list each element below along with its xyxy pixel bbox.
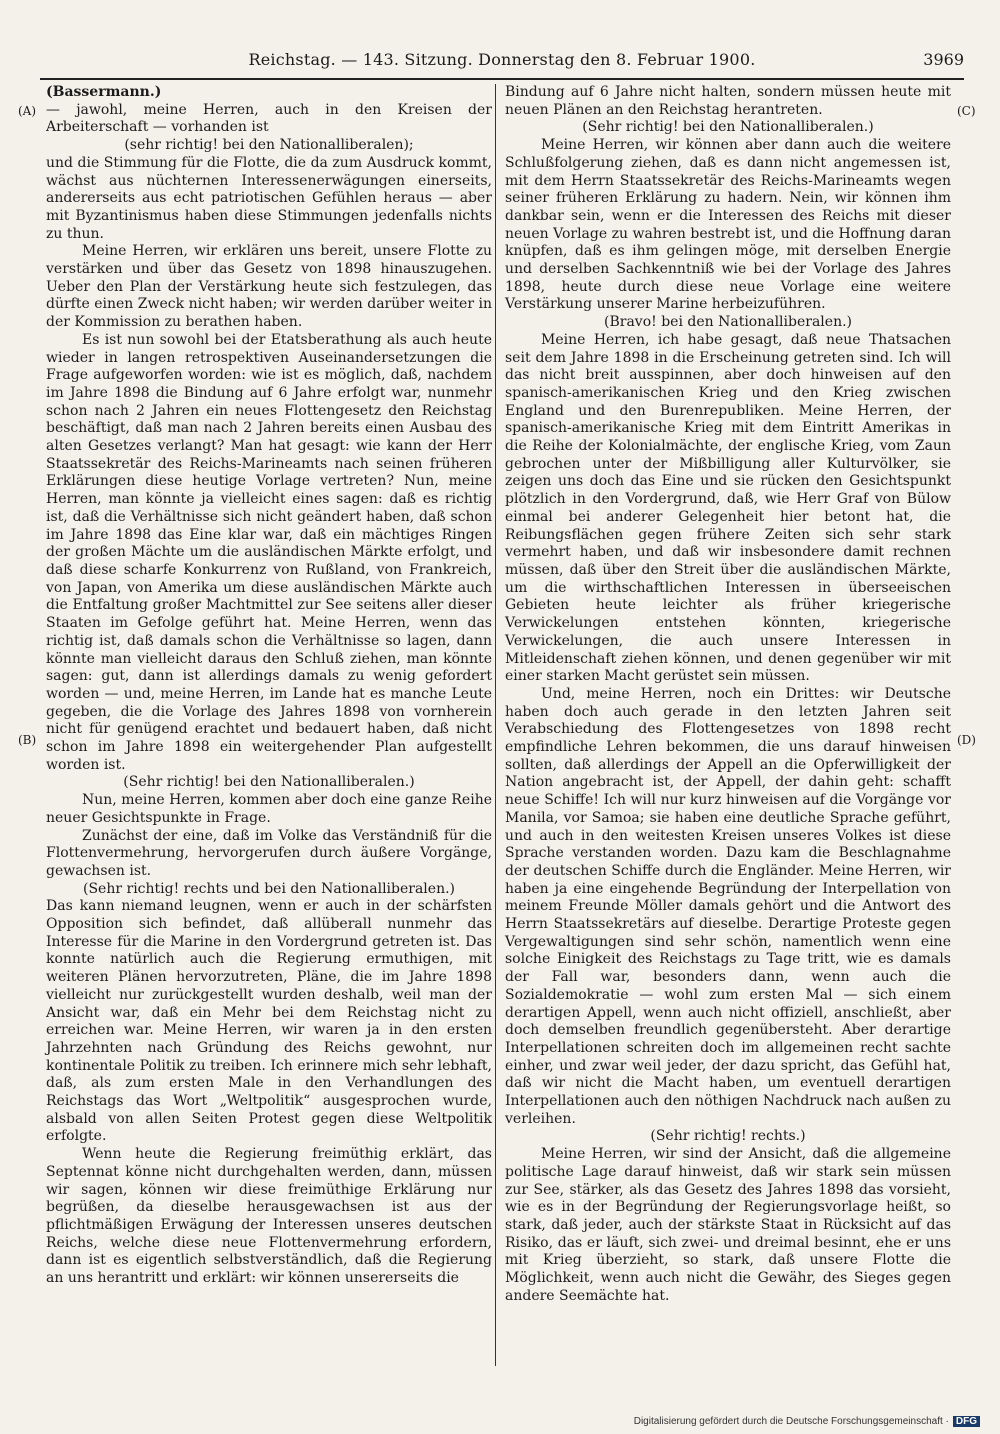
paragraph: Wenn heute die Regierung freimüthig erklärt, das Septennat könne nicht durchgehalten werden, dann, müssen wir sagen, können wir diese freimüthige Erklärung nur begrüßen, da dieselbe herausgewachsen ist aus der pflichtmäßigen Erwägung der Interessen unseres deutschen Reichs, welche diese neue Flottenvermehrung erfordern, dann ist es eigentlich selbstverständlich, daß die Regierung an uns herantritt und erklärt: wir können unsererseits die (46, 1146, 492, 1287)
margin-label-d: (D) (957, 733, 976, 747)
margin-label-b: (B) (18, 733, 37, 747)
interjection: (sehr richtig! bei den Nationalliberalen); (124, 137, 414, 154)
paragraph: Nun, meine Herren, kommen aber doch eine ganze Reihe neuer Gesichtspunkte in Frage. (46, 792, 492, 826)
interjection: (Sehr richtig! bei den Nationalliberalen.) (582, 119, 874, 136)
header-rule (40, 78, 964, 80)
interjection: (Sehr richtig! bei den Nationalliberalen.) (123, 774, 415, 791)
left-column (46, 84, 492, 1288)
paragraph: Und, meine Herren, noch ein Drittes: wir Deutsche haben doch auch gerade in den letzten Jahren seit Verabschiedung des Flottengesetzes von 1898 recht empfindliche Lehren bekommen, die uns darauf hinweisen sollten, daß allerdings der Appell an die Opferwilligkeit der Nation angebracht ist, der Appell, der dahin geht: schafft neue Schiffe! Ich will nur kurz hinweisen auf die Vorgänge vor Manila, vor Samoa; sie haben eine deutliche Sprache geführt, und auch in den weitesten Kreisen unseres Volkes ist diese Sprache verstanden worden. Dazu kam die Beschlagnahme der deutschen Schiffe durch die Engländer. Meine Herren, wir haben ja eine eingehende Begründung der Interpellation von meinem Freunde Möller damals gehört und die Antwort des Herrn Staatssekretärs auf dieselbe. Derartige Proteste gegen Vergewaltigungen sind sehr schön, namentlich wenn eine solche Einigkeit des Reichstags zu Tage tritt, wie es damals der Fall war, besonders dann, wenn auch die Sozialdemokratie — wohl zum ersten Mal — sich einem derartigen Appell, wenn auch nicht offiziell, anschließt, aber doch demselben freundlich gegenübersteht. Aber derartige Interpellationen schreiten doch im allgemeinen recht sachte einher, und zwar weil jeder, der dazu spricht, das Gefühl hat, daß wir nicht die Macht haben, um eventuell derartigen Interpellationen auch den nöthigen Nachdruck nach außen zu verleihen. (505, 685, 951, 1127)
paragraph: Es ist nun sowohl bei der Etatsberathung als auch heute wieder in langen retrospektiven Auseinandersetzungen die Frage aufgeworfen worden: wie ist es möglich, daß, nachdem im Jahre 1898 die Bindung auf 6 Jahre erfolgt war, nunmehr schon nach 2 Jahren ein neues Flottengesetz den Reichstag beschäftigt, daß man nach 2 Jahren bereits einen Ausbau des alten Gesetzes verlangt? Man hat gesagt: wie kann der Herr Staatssekretär des Reichs-Marineamts nach seinen früheren Erklärungen diese heutige Vorlage vertreten? Nun, meine Herren, man könnte ja vielleicht eines sagen: daß es richtig ist, daß die Verhältnisse sich nicht geändert haben, daß schon im Jahre 1898 das Eine klar war, daß ein mächtiges Ringen der großen Mächte um die ausländischen Märkte erfolgt, und daß diese scharfe Konkurrenz von Rußland, von Frankreich, von Japan, von Amerika um diese ausländischen Märkte auch die Entfaltung großer Machtmittel zur See seitens aller dieser Staaten im Gefolge geführt hat. Meine Herren, wenn das richtig ist, daß damals schon die Verhältnisse so lagen, dann könnte man vielleicht daraus den Schluß ziehen, man könnte sagen: gut, dann ist allerdings damals zu wenig gefordert worden — und, meine Herren, im Lande hat es manche Leute gegeben, die die Vorlage des Jahres 1898 von vornherein nicht für genügend erachtet und bedauert haben, daß nicht schon im Jahre 1898 ein weitergehender Plan aufgestellt worden ist. (46, 331, 492, 773)
footer-text: Digitalisierung gefördert durch die Deutsche Forschungsgemeinschaft · (633, 1416, 949, 1427)
paragraph: Meine Herren, wir erklären uns bereit, unsere Flotte zu verstärken und über das Gesetz von 1898 hinauszugehen. Ueber den Plan der Verstärkung heute sich festzulegen, das dürfte einen Zweck nicht haben; wir werden darüber weiter in der Kommission zu berathen haben. (46, 243, 492, 331)
margin-label-c: (C) (957, 104, 976, 118)
page-number: 3969 (923, 50, 964, 69)
margin-label-a: (A) (18, 104, 37, 118)
paragraph: und die Stimmung für die Flotte, die da zum Ausdruck kommt, wächst aus nüchternen Interessenerwägungen einerseits, andererseits aus echt patriotischen Gefühlen heraus — aber mit Byzantinismus haben diese Stimmungen jedenfalls nichts zu thun. (46, 154, 492, 242)
interjection: (Sehr richtig! rechts und bei den Nationalliberalen.) (83, 880, 455, 897)
running-title: Reichstag. — 143. Sitzung. Donnerstag den 8. Februar 1900. (248, 50, 756, 69)
paragraph: Meine Herren, ich habe gesagt, daß neue Thatsachen seit dem Jahre 1898 in die Erscheinung getreten sind. Ich will das nicht breit ausspinnen, aber doch hinweisen auf den spanisch-amerikanischen Krieg und den Krieg zwischen England und den Burenrepubliken. Meine Herren, der spanisch-amerikanische Krieg mit dem Eintritt Amerikas in die Reihe der Kolonialmächte, der englische Krieg, vom Zaun gebrochen unter der Mißbilligung aller Kulturvölker, sie zeigen uns doch das Eine und sie rücken den Gesichtspunkt plötzlich in den Vordergrund, daß, wie Herr Graf von Bülow einmal bei anderer Gelegenheit hier betont hat, die Reibungsflächen gegen frühere Zeiten sich sehr stark vermehrt haben, und daß wir insbesondere damit rechnen müssen, daß über den Streit über die ausländischen Märkte, um die wirthschaftlichen Interessen in überseeischen Gebieten heute leichter als früher kriegerische Verwickelungen entstehen könnten, kriegerische Verwickelungen, die auch unsere Interessen in Mitleidenschaft ziehen können, und denen gegenüber wir mit einer starken Macht gerüstet sein müssen. (505, 331, 951, 685)
paragraph: — jawohl, meine Herren, auch in den Kreisen der Arbeiterschaft — vorhanden ist (46, 101, 492, 136)
speaker-name: (Bassermann.) (46, 84, 162, 100)
interjection: (Bravo! bei den Nationalliberalen.) (604, 314, 852, 331)
paragraph: Meine Herren, wir sind der Ansicht, daß die allgemeine politische Lage darauf hinweist, daß wir stark sein müssen zur See, stärker, als das Gesetz des Jahres 1898 das vorsieht, wie es in der Begründung der Regierungsvorlage heißt, so stark, daß jeder, auch der stärkste Staat in Rücksicht auf das Risiko, das er läuft, sich zwei- und dreimal besinnt, ehe er uns mit Krieg überzieht, so stark, daß unsere Flotte die Möglichkeit, wenn auch nicht die Gewähr, des Sieges gegen andere Seemächte hat. (505, 1146, 951, 1304)
interjection: (Sehr richtig! rechts.) (650, 1128, 806, 1145)
page-header (40, 50, 964, 76)
column-divider (495, 84, 496, 1366)
right-column (505, 84, 951, 1306)
paragraph: Zunächst der eine, daß im Volke das Verständniß für die Flottenvermehrung, hervorgerufen durch äußere Vorgänge, gewachsen ist. (46, 827, 492, 879)
paragraph: Bindung auf 6 Jahre nicht halten, sondern müssen heute mit neuen Plänen an den Reichstag herantreten. (505, 84, 951, 118)
dfg-logo: DFG (953, 1416, 980, 1427)
digitization-footer (634, 1416, 980, 1427)
paragraph: Das kann niemand leugnen, wenn er auch in der schärfsten Opposition sich befindet, daß allüberall nunmehr das Interesse für die Marine in den Vordergrund getreten ist. Das konnte natürlich auch die Regierung ermuthigen, mit weiteren Plänen hervorzutreten, Pläne, die im Jahre 1898 vielleicht nur zurückgestellt wurden deshalb, weil man der Ansicht war, daß ein Mehr bei dem Reichstag nicht zu erreichen war. Meine Herren, wir waren ja in den ersten Jahrzehnten nach Gründung des Reichs gewohnt, nur kontinentale Politik zu treiben. Ich erinnere mich sehr lebhaft, daß, als zum ersten Male in den Verhandlungen des Reichstags das Wort „Weltpolitik“ ausgesprochen wurde, alsbald von allen Seiten Protest gegen diese Weltpolitik erfolgte. (46, 898, 492, 1145)
paragraph: Meine Herren, wir können aber dann auch die weitere Schlußfolgerung ziehen, daß es dann nicht angemessen ist, mit dem Herrn Staatssekretär des Reichs-Marineamts wegen seiner früheren Erklärung zu hadern. Nein, wir können ihm dankbar sein, wenn er die Interessen des Reichs mit dieser neuen Vorlage zu wahren bestrebt ist, und die Hoffnung daran knüpfen, daß es ihm gelingen möge, mit derselben Energie und derselben Sachkenntniß wie bei der Vorlage des Jahres 1898, heute durch diese neue Vorlage eine weitere Verstärkung unserer Marine herbeizuführen. (505, 137, 951, 313)
